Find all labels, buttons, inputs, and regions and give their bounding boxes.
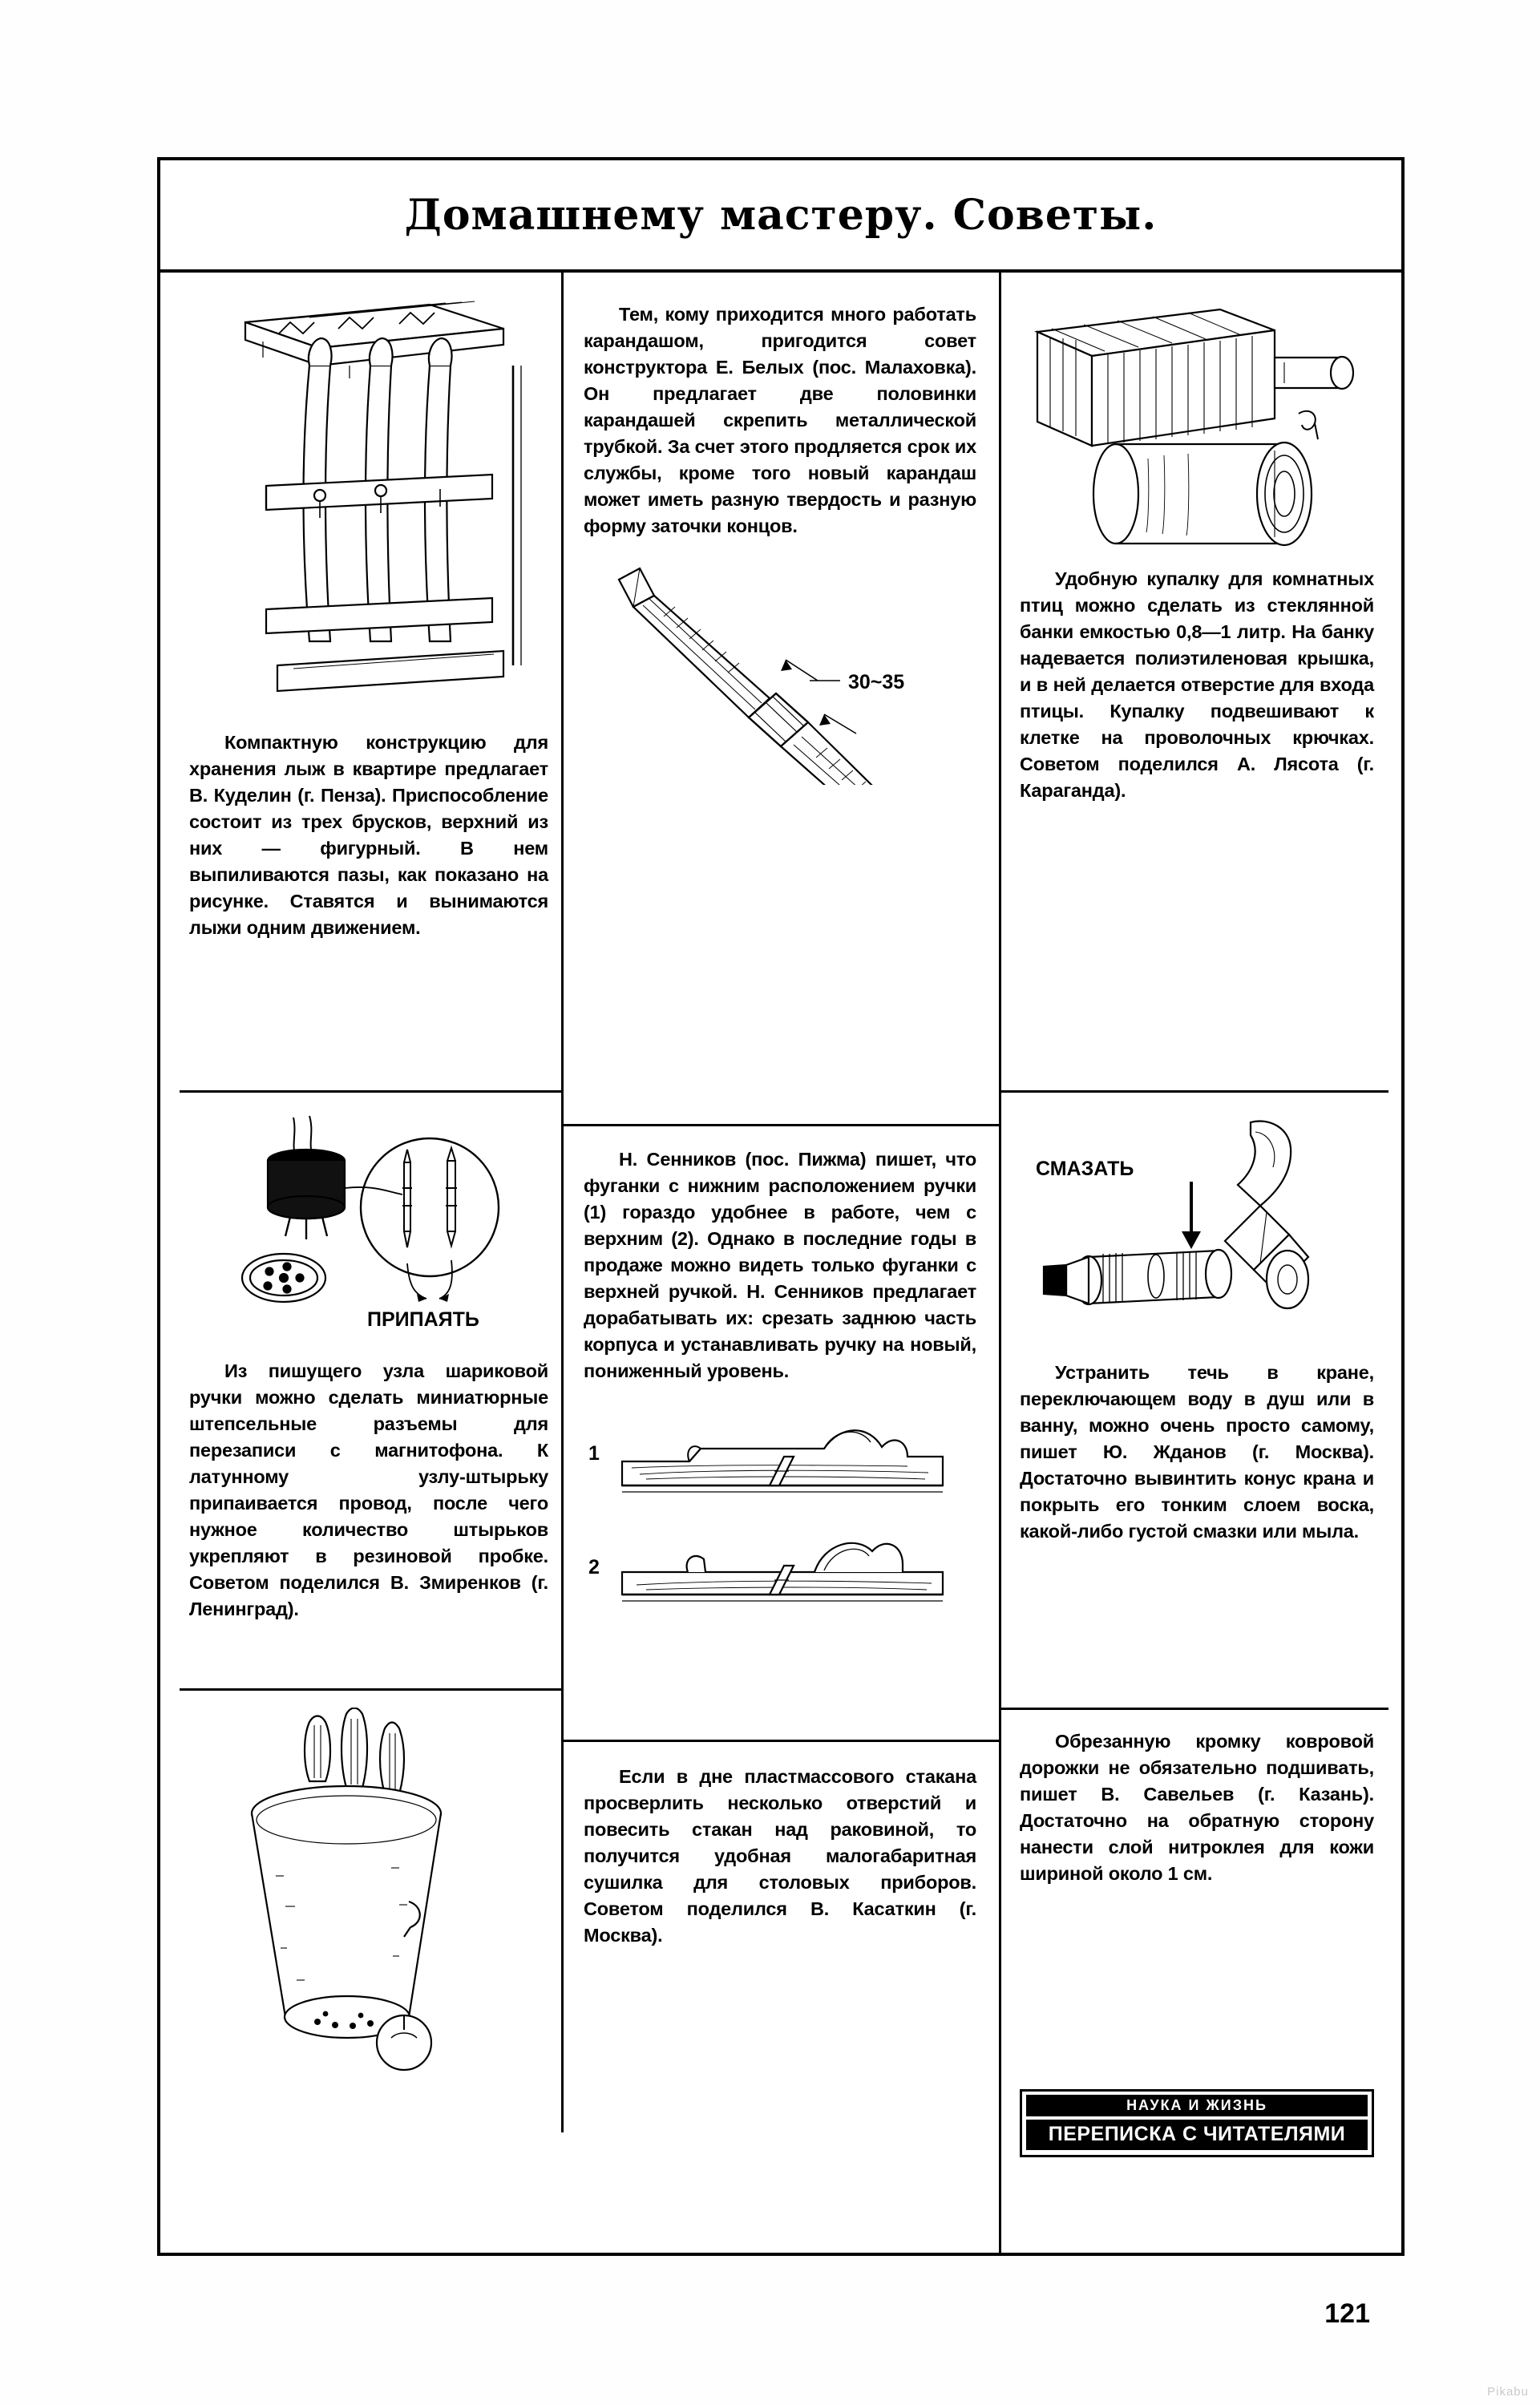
tip-plane-text: Н. Сенников (пос. Пижма) пишет, что фуганки с нижним расположением ручки (1) гораздо удобнее в работе, чем с верхним (2). Однако в последние годы в продаже можно видеть только фуганки с верхней ручкой. Н. Сенников предлагает дорабатывать их: срезать заднюю часть корпуса и устанавливать ручку на новый, пониженный уровень. xyxy=(584,1149,976,1381)
tip-cup-dryer-text: Если в дне пластмассового стакана просверлить несколько отверстий и повесить стакан над раковиной, то получится удобная малогабаритная сушилка для столовых приборов. Советом поделился В. Касаткин (г. Москва). xyxy=(584,1766,976,1946)
ballpoint-pen-connector-drawing xyxy=(189,1111,548,1352)
rule-right-2 xyxy=(999,1708,1388,1710)
left-column-block-3 xyxy=(189,1708,548,2108)
rule-middle-2 xyxy=(561,1740,999,1742)
left-column xyxy=(189,289,548,941)
tip-faucet-text: Устранить течь в кране, переключающем воду в душ или в ванну, можно очень просто самому, пишет Ю. Жданов (г. Москва). Достаточно вывинтить конус крана и покрыть его тонким слоем воска, какой-либо густой смазки или мыла. xyxy=(1020,1362,1374,1542)
middle-column-block-2 xyxy=(584,1146,976,1619)
tip-pen-plugs-text: Из пишущего узла шариковой ручки можно сделать миниатюрные штепсельные разъемы для перезаписи с магнитофона. К латунному узлу-штырьку припаивается провод, после чего нужное количество штырьков укрепляют в резиновой пробке. Советом поделился В. Змиренков (г. Ленинград). xyxy=(189,1360,548,1619)
rubric-logo-bottom: ПЕРЕПИСКА С ЧИТАТЕЛЯМИ xyxy=(1026,2120,1368,2150)
column-divider-left xyxy=(561,273,564,2132)
pen-figure-label: ПРИПАЯТЬ xyxy=(367,1308,479,1331)
ski-storage-rack-drawing xyxy=(189,289,548,722)
page-title: Домашнему мастеру. Советы. xyxy=(404,190,1158,240)
left-column-block-2 xyxy=(189,1111,548,1623)
right-column-block-3 xyxy=(1020,1728,1374,1887)
page-header xyxy=(160,160,1401,273)
tip-bird-bath-text: Удобную купалку для комнатных птиц можно сделать из стеклянной банки емкостью 0,8—1 литр. На банку надевается полиэтиленовая крышка, и в ней делается отверстие для входа птицы. Купалку подвешивают к клетке на проволочных крючках. Советом поделился А. Лясота (г. Караганда). xyxy=(1020,568,1374,801)
rule-left-1 xyxy=(180,1090,561,1093)
faucet-figure-label: СМАЗАТЬ xyxy=(1036,1158,1134,1180)
pencil-figure-label: 30~35 xyxy=(848,671,905,693)
plane-figure xyxy=(584,1402,976,1619)
bird-bath-figure xyxy=(1020,293,1374,550)
cup-dryer-figure xyxy=(189,1708,548,2108)
page-frame xyxy=(157,157,1405,2256)
right-column-block-2 xyxy=(1020,1108,1374,1545)
bird-cage-and-jar-bath-drawing xyxy=(1020,293,1374,550)
plane-label-1: 1 xyxy=(588,1442,600,1465)
rule-middle-1 xyxy=(561,1124,999,1126)
tip-skis-text: Компактную конструкцию для хранения лыж в квартире предлагает В. Куделин (г. Пенза). Приспособление состоит из трех брусков, верхний из них — фигурный. В нем выпиливаются пазы, как показано на рисунке. Ставятся и вынимаются лыжи одним движением. xyxy=(189,732,548,938)
right-column-block-1 xyxy=(1020,293,1374,804)
middle-column-block-3 xyxy=(584,1764,976,1949)
pen-connector-figure xyxy=(189,1111,548,1352)
shower-mixer-tap-drawing xyxy=(1020,1108,1374,1348)
watermark: Pikabu xyxy=(1487,2385,1529,2399)
faucet-figure xyxy=(1020,1108,1374,1348)
jointer-plane-variants-drawing xyxy=(584,1402,976,1619)
rule-right-1 xyxy=(999,1090,1388,1093)
rule-left-2 xyxy=(180,1688,561,1691)
tip-pencil-text: Тем, кому приходится много работать карандашом, пригодится совет конструктора Е. Белых (пос. Малаховка). Он предлагает две половинки карандашей скрепить металлической трубкой. За счет этого продляется срок их службы, кроме того новый карандаш может иметь разную твердость и разную форму заточки концов. xyxy=(584,304,976,536)
middle-column-block-1 xyxy=(584,301,976,785)
column-divider-right xyxy=(999,273,1001,2256)
plastic-cup-cutlery-dryer-drawing xyxy=(189,1708,548,2108)
pencil-figure xyxy=(584,560,976,785)
rubric-logo-top: НАУКА И ЖИЗНЬ xyxy=(1026,2095,1368,2116)
tip-carpet-text: Обрезанную кромку ковровой дорожки не обязательно подшивать, пишет В. Савельев (г. Казань). Достаточно на обратную сторону нанести слой нитроклея для кожи шириной около 1 см. xyxy=(1020,1731,1374,1884)
plane-label-2: 2 xyxy=(588,1556,600,1578)
pencil-joined-with-metal-tube-drawing xyxy=(584,560,976,785)
page-number: 121 xyxy=(1324,2298,1370,2329)
ski-storage-rack-figure xyxy=(189,289,548,722)
rubric-logo xyxy=(1020,2089,1374,2157)
